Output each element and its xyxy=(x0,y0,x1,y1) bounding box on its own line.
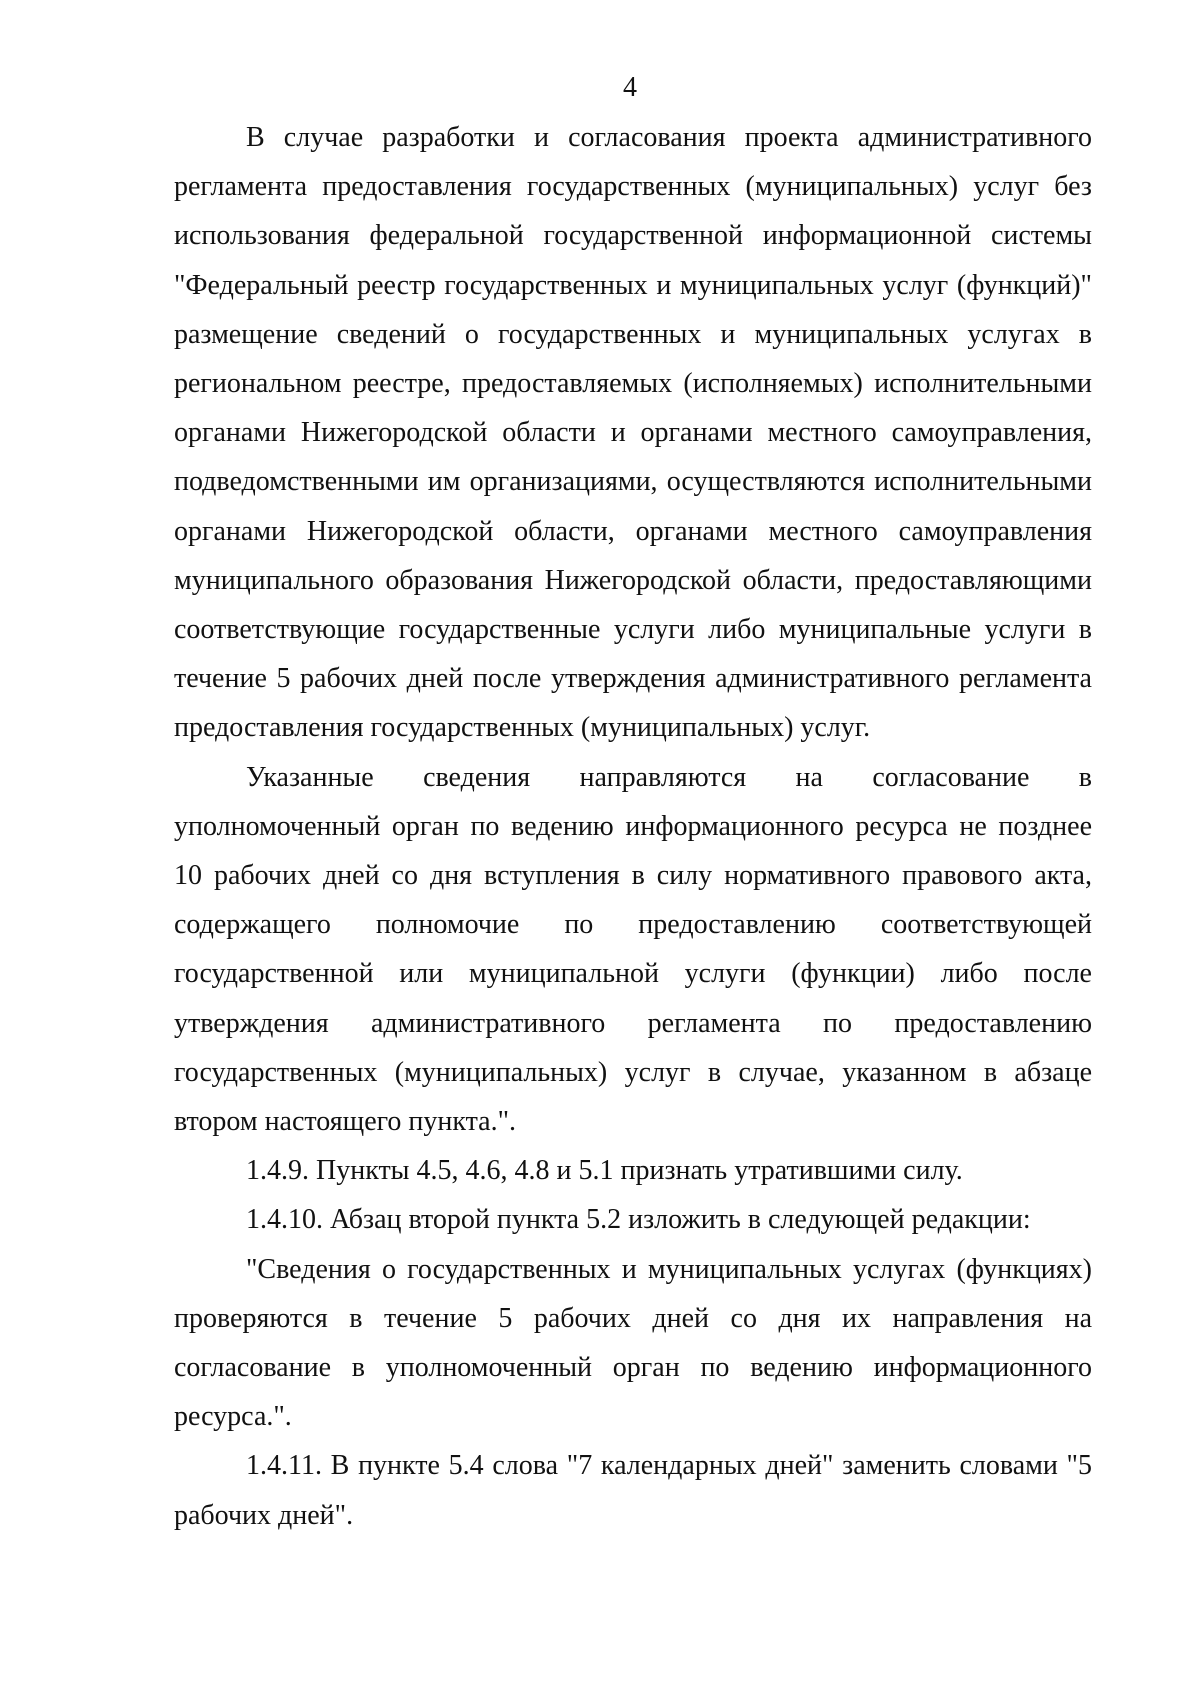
paragraph-new-wording: "Сведения о государственных и муниципальных услугах (функциях) проверяются в течение 5 рабочих дней со дня их направления на согласование в уполномоченный орган по ведению информационного ресурса.". xyxy=(174,1253,1092,1433)
page-number: 4 xyxy=(623,72,637,103)
paragraph-regional-registry: В случае разработки и согласования проекта административного регламента предоставления государственных (муниципальных) услуг без использования федеральной государственной информационной системы "Федеральный реестр государственных и муниципальных услуг (функций)" размещение сведений о государственных и муниципальных услугах в региональном реестре, предоставляемых (исполняемых) исполнительными органами Нижегородской области и органами местного самоуправления, подведомственными им организациями, осуществляются исполнительными органами Нижегородской области, органами местного самоуправления муниципального образования Нижегородской области, предоставляющими соответствующие государственные услуги либо муниципальные услуги в течение 5 рабочих дней после утверждения административного регламента предоставления государственных (муниципальных) услуг. xyxy=(174,122,1092,744)
paragraph-item-1-4-11: 1.4.11. В пункте 5.4 слова "7 календарных дней" заменить словами "5 рабочих дней". xyxy=(174,1450,1092,1531)
paragraph-approval-submission: Указанные сведения направляются на согласование в уполномоченный орган по ведению информационного ресурса не позднее 10 рабочих дней со дня вступления в силу нормативного правового акта, содержащего полномочие по предоставлению соответствующей государственной или муниципальной услуги (функции) либо после утверждения административного регламента по предоставлению государственных (муниципальных) услуг в случае, указанном в абзаце втором настоящего пункта.". xyxy=(174,761,1092,1138)
document-body xyxy=(174,113,1092,1540)
paragraph-item-1-4-9: 1.4.9. Пункты 4.5, 4.6, 4.8 и 5.1 признать утратившими силу. xyxy=(246,1155,963,1187)
paragraph-item-1-4-10: 1.4.10. Абзац второй пункта 5.2 изложить в следующей редакции: xyxy=(246,1204,1031,1236)
